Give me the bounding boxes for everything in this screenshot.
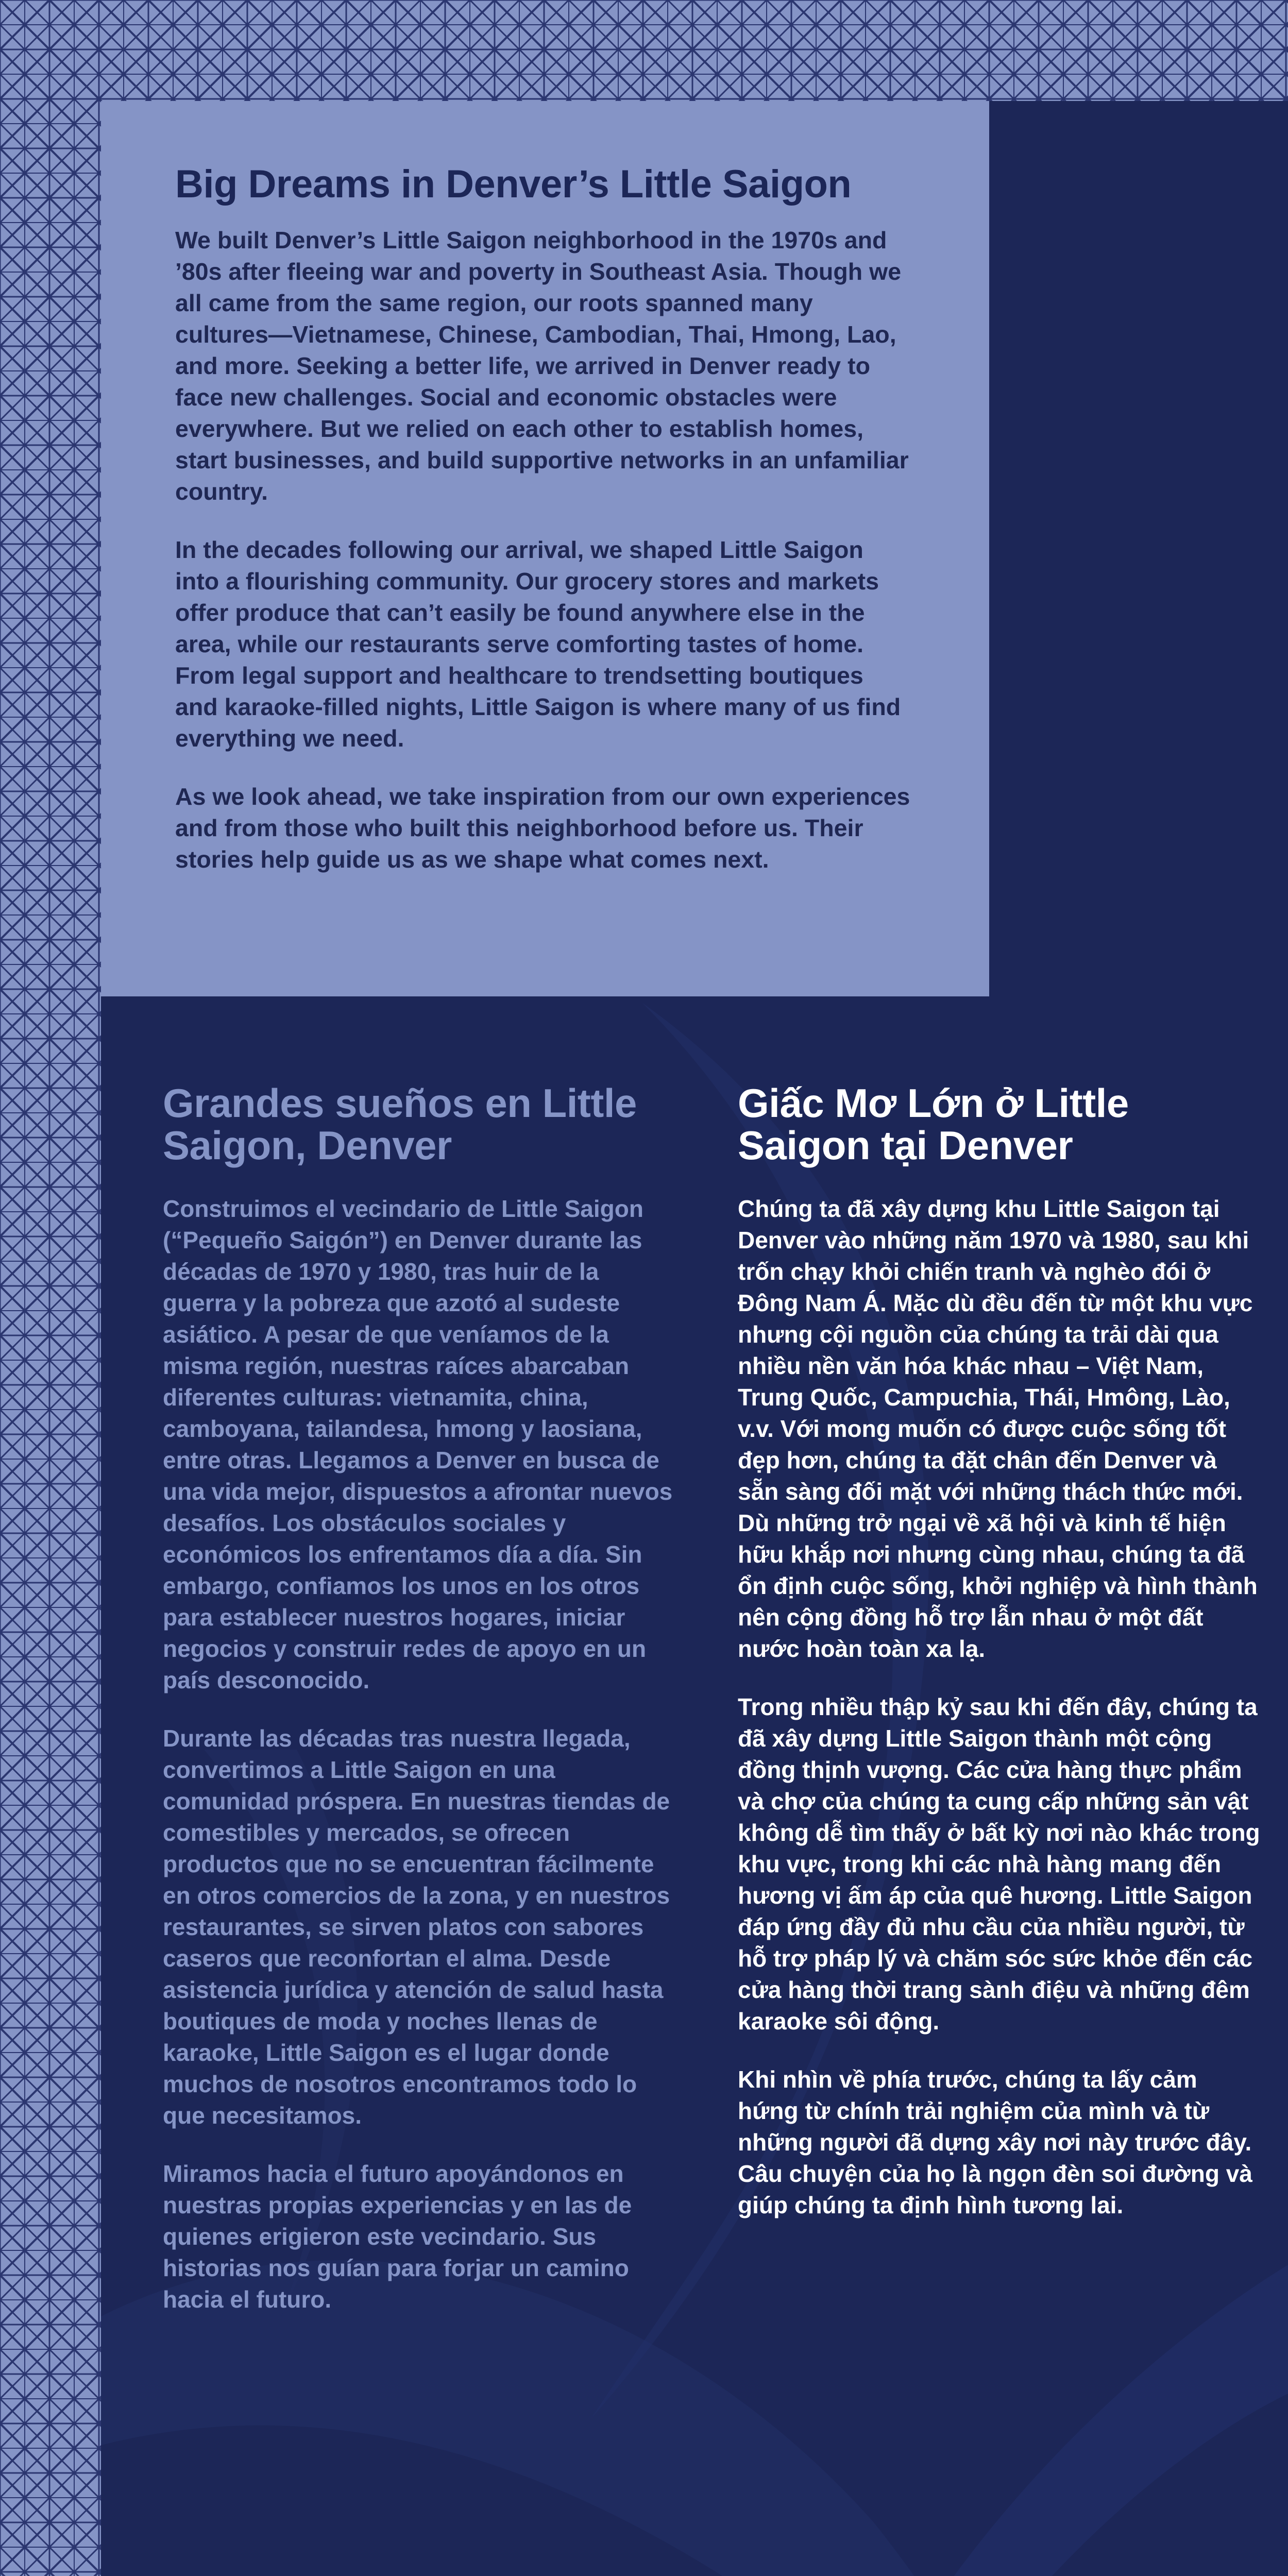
english-paragraph-3: As we look ahead, we take inspiration from our own experiences and from those who built this neighborhood before us. Their stories help guide us as we shape what comes next. (175, 783, 910, 873)
vietnamese-paragraph-3: Khi nhìn về phía trước, chúng ta lấy cảm hứng từ chính trải nghiệm của mình và từ những người đã dựng xây nơi này trước đây. Câu chuyện của họ là ngọn đèn soi đường và giúp chúng ta định hình tương lai. (738, 2066, 1252, 2218)
spanish-paragraph-2: Durante las décadas tras nuestra llegada, convertimos a Little Saigon en una comunidad próspera. En nuestras tiendas de comestibles y mercados, se ofrecen productos que no se encuentran fácilmente en otros comercios de la zona, y en nuestros restaurantes, se sirven platos con sabores caseros que reconfortan el alma. Desde asistencia jurídica y atención de salud hasta boutiques de moda y noches llenas de karaoke, Little Saigon es el lugar donde muchos de nosotros encontramos todo lo que necesitamos. (163, 1725, 670, 2129)
spanish-paragraph-3: Miramos hacia el futuro apoyándonos en nuestras propias experiencias y en las de quienes erigieron este vecindario. Sus historias nos guían para forjar un camino hacia el futuro. (163, 2160, 632, 2313)
vietnamese-text-column (738, 1082, 1263, 2248)
spanish-title: Grandes sueños en Little Saigon, Denver (163, 1080, 637, 1168)
spanish-text-column (163, 1082, 678, 2342)
vietnamese-paragraph-2: Trong nhiều thập kỷ sau khi đến đây, chúng ta đã xây dựng Little Saigon thành một cộng đồng thịnh vượng. Các cửa hàng thực phẩm và chợ của chúng ta cung cấp những sản vật không dễ tìm thấy ở bất kỳ nơi nào khác trong khu vực, trong khi các nhà hàng mang đến hương vị ấm áp của quê hương. Little Saigon đáp ứng đầy đủ nhu cầu của nhiều người, từ hỗ trợ pháp lý và chăm sóc sức khỏe đến các cửa hàng thời trang sành điệu và những đêm karaoke sôi động. (738, 1693, 1260, 2035)
english-text-panel (101, 101, 989, 996)
spanish-paragraph-1: Construimos el vecindario de Little Saigon (“Pequeño Saigón”) en Denver durante las décadas de 1970 y 1980, tras huir de la guerra y la pobreza que azotó al sudeste asiático. A pesar de que veníamos de la misma región, nuestras raíces abarcaban diferentes culturas: vietnamita, china, camboyana, tailandesa, hmong y laosiana, entre otras. Llegamos a Denver en busca de una vida mejor, dispuestos a afrontar nuevos desafíos. Los obstáculos sociales y económicos los enfrentamos día a día. Sin embargo, confiamos los unos en los otros para establecer nuestros hogares, iniciar negocios y construir redes de apoyo en un país desconocido. (163, 1195, 673, 1693)
english-paragraph-1: We built Denver’s Little Saigon neighborhood in the 1970s and ’80s after fleeing war and poverty in Southeast Asia. Though we all came from the same region, our roots spanned many cultures—Vietnamese, Chinese, Cambodian, Thai, Hmong, Lao, and more. Seeking a better life, we arrived in Denver ready to face new challenges. Social and economic obstacles were everywhere. But we relied on each other to establish homes, start businesses, and build supportive networks in an unfamiliar country. (175, 226, 909, 505)
vietnamese-title: Giấc Mơ Lớn ở Little Saigon tại Denver (738, 1080, 1129, 1168)
english-paragraph-2: In the decades following our arrival, we shaped Little Saigon into a flourishing community. Our grocery stores and markets offer produce that can’t easily be found anywhere else in the area, while our restaurants serve comforting tastes of home. From legal support and healthcare to trendsetting boutiques and karaoke-filled nights, Little Saigon is where many of us find everything we need. (175, 536, 901, 752)
english-title: Big Dreams in Denver’s Little Saigon (175, 162, 852, 206)
vietnamese-paragraph-1: Chúng ta đã xây dựng khu Little Saigon tại Denver vào những năm 1970 và 1980, sau khi trốn chạy khỏi chiến tranh và nghèo đói ở Đông Nam Á. Mặc dù đều đến từ một khu vực nhưng cội nguồn của chúng ta trải dài qua nhiều nền văn hóa khác nhau – Việt Nam, Trung Quốc, Campuchia, Thái, Hmông, Lào, v.v. Với mong muốn có được cuộc sống tốt đẹp hơn, chúng ta đặt chân đến Denver và sẵn sàng đối mặt với những thách thức mới. Dù những trở ngại về xã hội và kinh tế hiện hữu khắp nơi nhưng cùng nhau, chúng ta đã ổn định cuộc sống, khởi nghiệp và hình thành nên cộng đồng hỗ trợ lẫn nhau ở một đất nước hoàn toàn xa lạ. (738, 1195, 1258, 1662)
